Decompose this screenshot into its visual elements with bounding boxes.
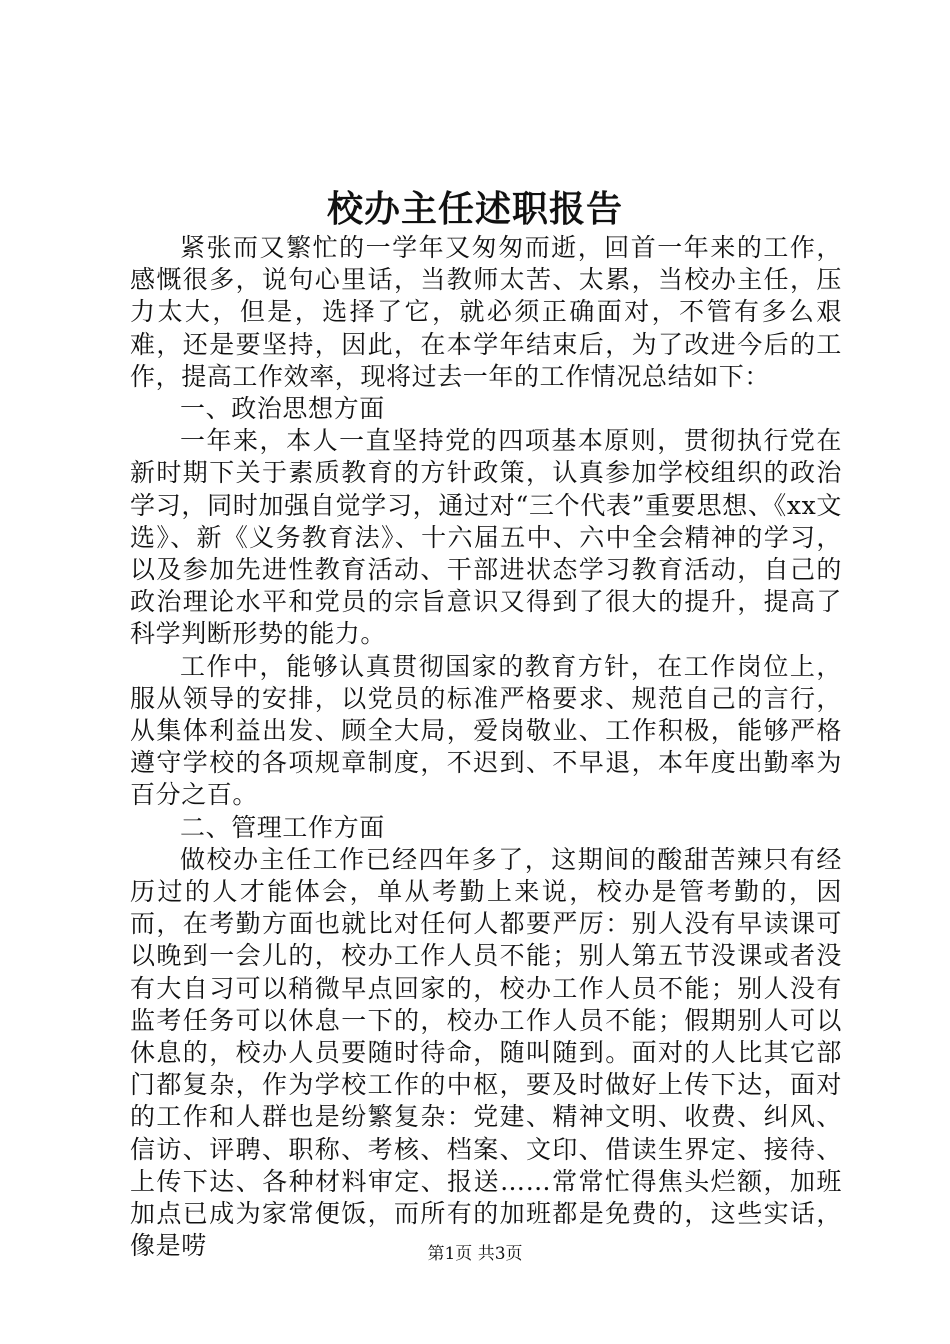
politics-paragraph-2: 工作中，能够认真贯彻国家的教育方针，在工作岗位上，服从领导的安排，以党员的标准严格要求、规范自己的言行，从集体利益出发、顾全大局，爱岗敬业、工作积极，能够严格遵守学校的各项规章制度，不迟到、不早退，本年度出勤率为百分之百。 [130,651,842,810]
section-heading-politics: 一、政治思想方面 [180,394,385,424]
document-title: 校办主任述职报告 [326,188,623,230]
politics-paragraph-1: 一年来，本人一直坚持党的四项基本原则，贯彻执行党在新时期下关于素质教育的方针政策，认真参加学校组织的政治学习，同时加强自觉学习，通过对“三个代表”重要思想、《xx文选》、新《义务教育法》、十六届五中、六中全会精神的学习，以及参加先进性教育活动、干部进状态学习教育活动，自己的政治理论水平和党员的宗旨意识又得到了很大的提升，提高了科学判断形势的能力。 [130,426,842,649]
intro-paragraph: 紧张而又繁忙的一学年又匆匆而逝，回首一年来的工作，感慨很多，说句心里话，当教师太苦、太累，当校办主任，压力太大，但是，选择了它，就必须正确面对，不管有多么艰难，还是要坚持，因此，在本学年结束后，为了改进今后的工作，提高工作效率，现将过去一年的工作情况总结如下： [130,233,842,391]
management-paragraph-1: 做校办主任工作已经四年多了，这期间的酸甜苦辣只有经历过的人才能体会，单从考勤上来说，校办是管考勤的，因而，在考勤方面也就比对任何人都要严厉：别人没有早读课可以晚到一会儿的，校办工作人员不能；别人第五节没课或者没有大自习可以稍微早点回家的，校办工作人员不能；别人没有监考任务可以休息一下的，校办工作人员不能；假期别人可以休息的，校办人员要随时待命，随叫随到。面对的人比其它部门都复杂，作为学校工作的中枢，要及时做好上传下达，面对的工作和人群也是纷繁复杂：党建、精神文明、收费、纠风、信访、评聘、职称、考核、档案、文印、借读生界定、接待、上传下达、各种材料审定、报送……常常忙得焦头烂额，加班加点已成为家常便饭，而所有的加班都是免费的，这些实话，像是唠 [130,844,842,1261]
section-heading-management: 二、管理工作方面 [180,812,385,842]
document-body [130,232,842,1263]
page-footer: 第1页 共3页 [427,1244,523,1264]
